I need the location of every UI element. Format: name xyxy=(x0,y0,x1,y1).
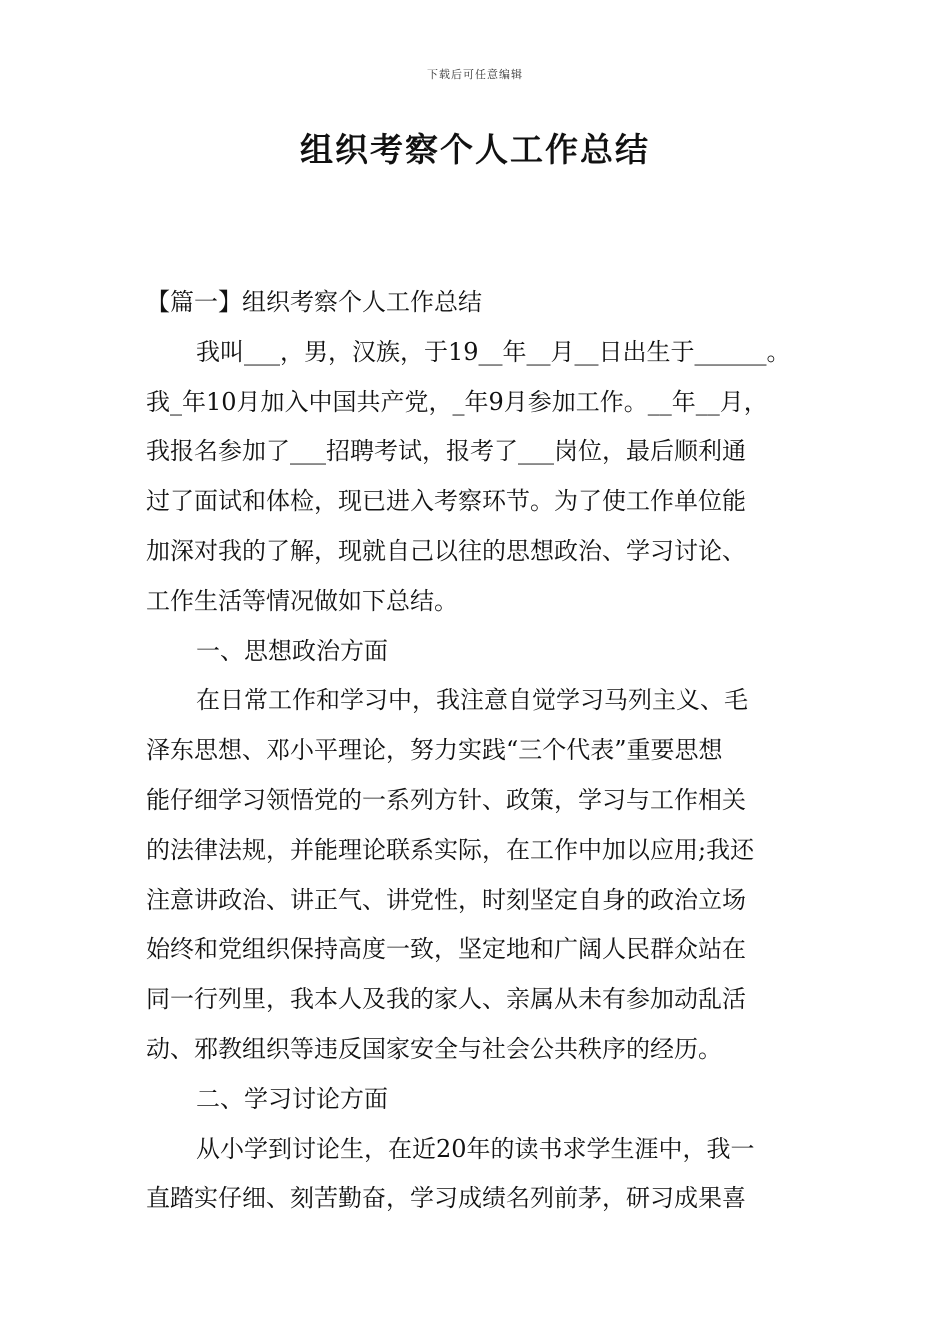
paragraph-line: 始终和党组织保持高度一致，坚定地和广阔人民群众站在 xyxy=(146,935,746,964)
paragraph-line: 在日常工作和学习中，我注意自觉学习马列主义、毛 xyxy=(196,686,748,715)
subsection-heading: 二、学习讨论方面 xyxy=(196,1084,388,1113)
document-body xyxy=(146,278,818,1224)
header-note: 下载后可任意编辑 xyxy=(427,68,523,81)
paragraph-line: 我报名参加了___招聘考试，报考了___岗位，最后顺利通 xyxy=(146,437,746,466)
paragraph-line: 的法律法规，并能理论联系实际，在工作中加以应用;我还 xyxy=(146,835,755,864)
paragraph-line: 加深对我的了解，现就自己以往的思想政治、学习讨论、 xyxy=(146,536,746,565)
paragraph-line: 注意讲政治、讲正气、讲党性，时刻坚定自身的政治立场 xyxy=(146,885,746,914)
paragraph-line: 同一行列里，我本人及我的家人、亲属从未有参加动乱活 xyxy=(146,985,746,1014)
paragraph-line: 工作生活等情况做如下总结。 xyxy=(146,586,458,615)
paragraph-line: 直踏实仔细、刻苦勤奋，学习成绩名列前茅，研习成果喜 xyxy=(146,1184,746,1213)
paragraph-line: 泽东思想、邓小平理论，努力实践“三个代表”重要思想 xyxy=(146,736,723,765)
paragraph-line: 动、邪教组织等违反国家安全与社会公共秩序的经历。 xyxy=(146,1034,722,1063)
document-title: 组织考察个人工作总结 xyxy=(300,130,650,169)
paragraph-line: 我叫___，男，汉族，于19__年__月__日出生于______。 xyxy=(196,337,791,366)
subsection-heading: 一、思想政治方面 xyxy=(196,636,388,665)
paragraph-line: 从小学到讨论生，在近20年的读书求学生涯中，我一 xyxy=(196,1134,755,1163)
paragraph-line: 过了面试和体检，现已进入考察环节。为了使工作单位能 xyxy=(146,487,746,516)
paragraph-line: 能仔细学习领悟党的一系列方针、政策，学习与工作相关 xyxy=(146,785,746,814)
paragraph-line: 我_年10月加入中国共产党，_年9月参加工作。__年__月， xyxy=(146,387,768,416)
section-heading: 【篇一】组织考察个人工作总结 xyxy=(146,288,482,316)
